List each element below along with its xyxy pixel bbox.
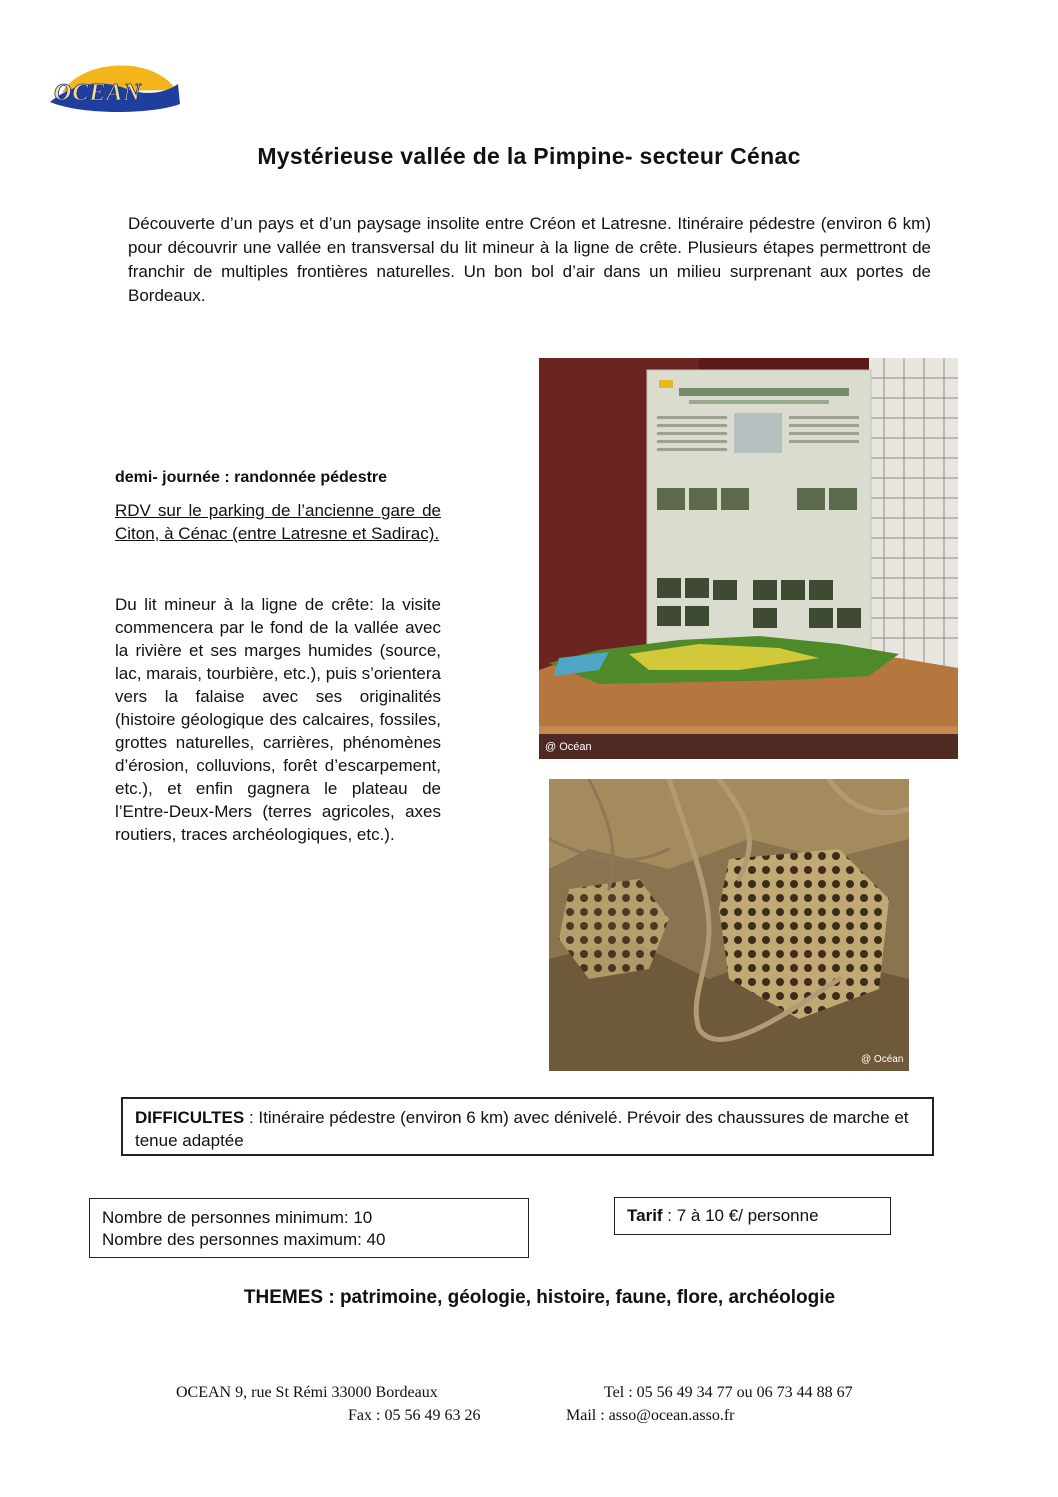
meeting-point: RDV sur le parking de l’ancienne gare de Citon, à Cénac (entre Latresne et Sadirac). — [115, 501, 441, 543]
min-people: Nombre de personnes minimum: 10 — [102, 1208, 373, 1227]
photo1-credit: @ Océan — [545, 741, 592, 753]
logo-text: OCEAN — [54, 80, 142, 106]
difficulty-box — [121, 1097, 934, 1156]
max-people: Nombre des personnes maximum: 40 — [102, 1230, 386, 1249]
footer-email: Mail : asso@ocean.asso.fr — [566, 1407, 735, 1424]
difficulty-label: DIFFICULTES — [135, 1108, 245, 1127]
price-label: Tarif — [627, 1206, 663, 1225]
ocean-logo — [44, 62, 184, 114]
exhibition-photo — [539, 358, 958, 759]
intro-paragraph: Découverte d’un pays et d’un paysage insolite entre Créon et Latresne. Itinéraire pédestre (environ 6 km) pour découvrir une vallée en transversal du lit mineur à la ligne de crête. Plusieurs étapes permettront de franchir de multiples frontières naturelles. Un bon bol d’air dans un milieu surprenant aux portes de Bordeaux. — [128, 214, 931, 305]
fossil-rock-photo — [549, 779, 909, 1071]
activity-title: demi- journée : randonnée pédestre — [115, 469, 388, 486]
activity-section — [115, 467, 441, 846]
price-box — [614, 1197, 891, 1235]
footer-phone: Tel : 05 56 49 34 77 ou 06 73 44 88 67 — [604, 1384, 853, 1401]
page-title: Mystérieuse vallée de la Pimpine- secteur Cénac — [257, 143, 801, 169]
group-size-box — [89, 1198, 529, 1258]
photo2-credit: @ Océan — [861, 1054, 904, 1065]
activity-description: Du lit mineur à la ligne de crête: la visite commencera par le fond de la vallée avec la rivière et ses marges humides (source, lac, marais, tourbière, etc.), puis s’orientera vers la falaise avec ses originalités (histoire géologique des calcaires, fossiles, grottes naturelles, carrières, phénomènes d’érosion, colluvions, forêt d’escarpement, etc.), et enfin gagnera le plateau de l’Entre-Deux-Mers (terres agricoles, axes routiers, traces archéologiques, etc.). — [115, 595, 441, 844]
themes-line: THEMES : patrimoine, géologie, histoire, faune, flore, archéologie — [243, 1287, 836, 1308]
footer-address: OCEAN 9, rue St Rémi 33000 Bordeaux — [176, 1384, 438, 1401]
footer-fax: Fax : 05 56 49 63 26 — [348, 1407, 481, 1424]
difficulty-text: : Itinéraire pédestre (environ 6 km) avec dénivelé. Prévoir des chaussures de marche et tenue adaptée — [135, 1108, 909, 1150]
price-text: : 7 à 10 €/ personne — [662, 1206, 819, 1225]
